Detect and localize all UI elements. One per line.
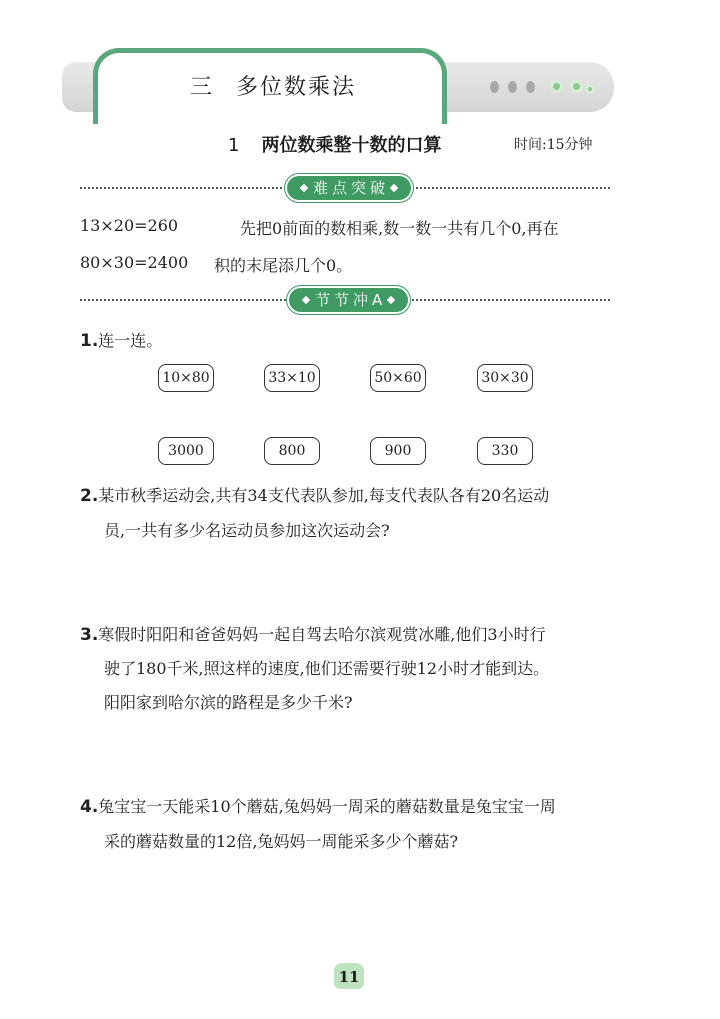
- diamond-icon: [300, 183, 308, 191]
- chapter-number: 三: [190, 75, 215, 100]
- question-text: 连一连。: [98, 331, 163, 350]
- question-2-line: 员,一共有多少名运动员参加这次运动会?: [104, 521, 390, 540]
- question-number: 2.: [80, 486, 99, 506]
- match-box-result[interactable]: 900: [370, 437, 426, 465]
- question-number: 4.: [80, 797, 99, 817]
- diamond-icon: [302, 295, 310, 303]
- page-number: 11: [334, 963, 364, 989]
- decor-dot-icon: [508, 81, 517, 93]
- time-limit: 时间:15分钟: [514, 137, 593, 153]
- example-line: 80×30=2400: [80, 253, 189, 272]
- section-badge-key-points: [287, 176, 411, 200]
- decor-dot-icon: [490, 81, 499, 93]
- match-box-result[interactable]: 330: [477, 437, 533, 465]
- match-box-result[interactable]: 800: [264, 437, 320, 465]
- chapter-name: 多位数乘法: [236, 75, 357, 100]
- diamond-icon: [390, 183, 398, 191]
- match-box-expression[interactable]: 33×10: [264, 364, 320, 392]
- diamond-icon: [387, 295, 395, 303]
- question-3-line: 阳阳家到哈尔滨的路程是多少千米?: [104, 693, 353, 712]
- question-number: 3.: [80, 625, 99, 645]
- question-text: 兔宝宝一天能采10个蘑菇,兔妈妈一周采的蘑菇数量是兔宝宝一周: [98, 797, 556, 816]
- question-number: 1.: [80, 331, 99, 351]
- tip-line: 先把0前面的数相乘,数一数一共有几个0,再在: [240, 219, 559, 238]
- match-box-result[interactable]: 3000: [158, 437, 214, 465]
- question-1: [80, 328, 162, 351]
- lesson-title: [228, 131, 441, 157]
- example-line: 13×20=260: [80, 216, 179, 235]
- chapter-title: [190, 70, 370, 101]
- lesson-number: 1: [228, 135, 240, 156]
- question-text: 某市秋季运动会,共有34支代表队参加,每支代表队各有20名运动: [98, 486, 550, 505]
- decor-flower-icon: [570, 80, 583, 93]
- match-box-expression[interactable]: 30×30: [477, 364, 533, 392]
- match-box-expression[interactable]: 50×60: [370, 364, 426, 392]
- question-4-line: 采的蘑菇数量的12倍,兔妈妈一周能采多少个蘑菇?: [104, 832, 459, 851]
- match-box-expression[interactable]: 10×80: [158, 364, 214, 392]
- question-4-line: [80, 794, 556, 817]
- section-badge-label: 节节冲A: [315, 291, 387, 309]
- question-text: 寒假时阳阳和爸爸妈妈一起自驾去哈尔滨观赏冰雕,他们3小时行: [98, 625, 546, 644]
- decor-flower-icon: [585, 84, 595, 94]
- decor-dot-icon: [526, 81, 535, 93]
- section-badge-practice: [289, 288, 408, 312]
- question-2-line: [80, 483, 549, 506]
- question-3-line: 驶了180千米,照这样的速度,他们还需要行驶12小时才能到达。: [104, 659, 550, 678]
- lesson-name: 两位数乘整十数的口算: [261, 135, 442, 156]
- decor-flower-icon: [550, 80, 563, 93]
- section-badge-label: 难点突破: [313, 179, 390, 197]
- tip-line: 积的末尾添几个0。: [214, 256, 353, 275]
- question-3-line: [80, 622, 546, 645]
